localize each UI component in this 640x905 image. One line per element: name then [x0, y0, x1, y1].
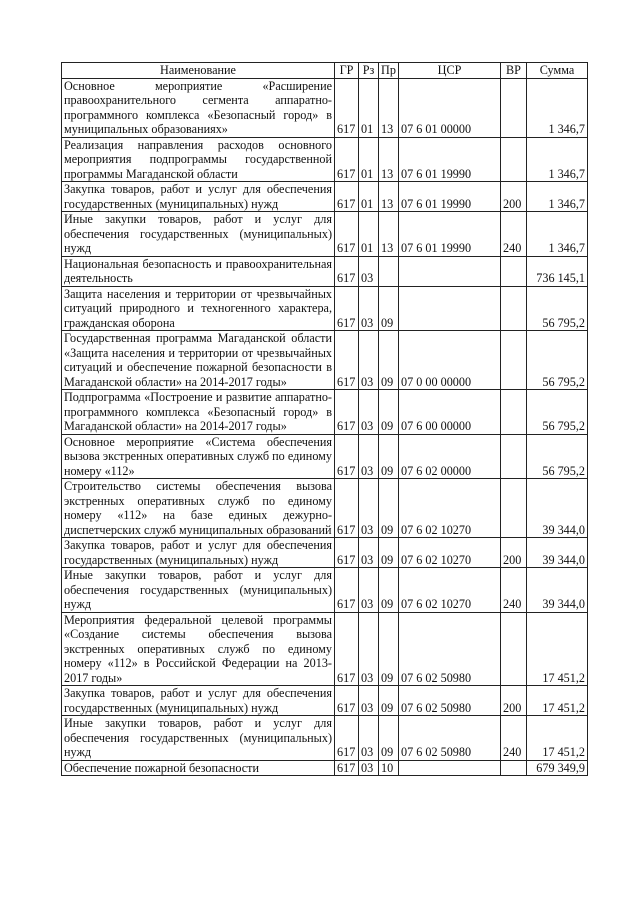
cell-name: Иные закупки товаров, работ и услуг для обеспечения государственных (муниципальных) нужд	[62, 716, 335, 761]
cell-name: Закупка товаров, работ и услуг для обеспечения государственных (муниципальных) нужд	[62, 538, 335, 568]
cell-vr: 240	[501, 716, 527, 761]
cell-rz: 01	[359, 137, 379, 182]
cell-pr: 09	[379, 331, 399, 390]
cell-gr: 617	[335, 538, 359, 568]
cell-rz: 01	[359, 182, 379, 212]
header-vr: ВР	[501, 63, 527, 79]
cell-name: Основное мероприятие «Расширение правоохранительного сегмента аппаратно-программного комплекса «Безопасный город» в муниципальных образованиях»	[62, 78, 335, 137]
cell-rz: 03	[359, 331, 379, 390]
table-row	[62, 716, 588, 761]
cell-gr: 617	[335, 612, 359, 686]
cell-gr: 617	[335, 331, 359, 390]
cell-name: Национальная безопасность и правоохранительная деятельность	[62, 256, 335, 286]
cell-gr: 617	[335, 760, 359, 776]
cell-pr: 09	[379, 612, 399, 686]
cell-pr: 09	[379, 686, 399, 716]
cell-vr	[501, 286, 527, 331]
cell-vr	[501, 390, 527, 435]
cell-name: Иные закупки товаров, работ и услуг для обеспечения государственных (муниципальных) нужд	[62, 212, 335, 257]
cell-vr	[501, 760, 527, 776]
budget-table	[61, 62, 588, 776]
cell-vr	[501, 78, 527, 137]
cell-name: Мероприятия федеральной целевой программы «Создание системы обеспечения вызова экстренных оперативных служб по единому номеру «112» в Российской Федерации на 2013-2017 годы»	[62, 612, 335, 686]
cell-csr: 07 6 01 00000	[399, 78, 501, 137]
cell-vr: 200	[501, 686, 527, 716]
cell-vr	[501, 479, 527, 538]
table-row	[62, 78, 588, 137]
cell-gr: 617	[335, 212, 359, 257]
cell-rz: 03	[359, 390, 379, 435]
header-sum: Сумма	[527, 63, 588, 79]
cell-vr: 240	[501, 568, 527, 613]
cell-vr: 240	[501, 212, 527, 257]
cell-rz: 03	[359, 256, 379, 286]
cell-name: Реализация направления расходов основного мероприятия подпрограммы государственной программы Магаданской области	[62, 137, 335, 182]
table-row	[62, 686, 588, 716]
cell-sum: 17 451,2	[527, 716, 588, 761]
cell-csr: 07 6 02 10270	[399, 568, 501, 613]
cell-sum: 56 795,2	[527, 286, 588, 331]
cell-name: Иные закупки товаров, работ и услуг для обеспечения государственных (муниципальных) нужд	[62, 568, 335, 613]
cell-vr	[501, 612, 527, 686]
cell-rz: 03	[359, 434, 379, 479]
cell-name: Закупка товаров, работ и услуг для обеспечения государственных (муниципальных) нужд	[62, 182, 335, 212]
cell-name: Обеспечение пожарной безопасности	[62, 760, 335, 776]
cell-csr: 07 6 01 19990	[399, 182, 501, 212]
cell-pr: 13	[379, 137, 399, 182]
cell-csr: 07 6 02 10270	[399, 538, 501, 568]
header-rz: Рз	[359, 63, 379, 79]
cell-pr: 13	[379, 78, 399, 137]
table-row	[62, 212, 588, 257]
cell-vr	[501, 137, 527, 182]
cell-pr	[379, 256, 399, 286]
cell-vr	[501, 434, 527, 479]
cell-csr: 07 6 02 50980	[399, 612, 501, 686]
cell-rz: 01	[359, 78, 379, 137]
cell-name: Основное мероприятие «Система обеспечения вызова экстренных оперативных служб по единому номеру «112»	[62, 434, 335, 479]
budget-document	[61, 62, 587, 776]
cell-pr: 09	[379, 568, 399, 613]
table-row	[62, 286, 588, 331]
cell-sum: 1 346,7	[527, 212, 588, 257]
cell-pr: 09	[379, 538, 399, 568]
cell-pr: 09	[379, 716, 399, 761]
cell-gr: 617	[335, 390, 359, 435]
cell-gr: 617	[335, 568, 359, 613]
table-row	[62, 612, 588, 686]
cell-gr: 617	[335, 137, 359, 182]
cell-pr: 09	[379, 479, 399, 538]
cell-vr: 200	[501, 182, 527, 212]
cell-csr	[399, 760, 501, 776]
header-name: Наименование	[62, 63, 335, 79]
table-row	[62, 390, 588, 435]
cell-name: Защита населения и территории от чрезвычайных ситуаций природного и техногенного характера, гражданская оборона	[62, 286, 335, 331]
table-row	[62, 434, 588, 479]
cell-pr: 09	[379, 286, 399, 331]
cell-rz: 01	[359, 212, 379, 257]
header-gr: ГР	[335, 63, 359, 79]
table-row	[62, 137, 588, 182]
cell-rz: 03	[359, 716, 379, 761]
cell-csr: 07 6 01 19990	[399, 212, 501, 257]
cell-vr	[501, 256, 527, 286]
cell-name: Закупка товаров, работ и услуг для обеспечения государственных (муниципальных) нужд	[62, 686, 335, 716]
cell-gr: 617	[335, 716, 359, 761]
table-row	[62, 760, 588, 776]
cell-csr	[399, 286, 501, 331]
cell-sum: 17 451,2	[527, 686, 588, 716]
cell-csr: 07 6 01 19990	[399, 137, 501, 182]
cell-sum: 39 344,0	[527, 568, 588, 613]
cell-gr: 617	[335, 686, 359, 716]
cell-name: Государственная программа Магаданской области «Защита населения и территории от чрезвычайных ситуаций и обеспечение пожарной безопасности в Магаданской области» на 2014-2017 годы»	[62, 331, 335, 390]
table-row	[62, 538, 588, 568]
cell-csr: 07 6 02 50980	[399, 716, 501, 761]
table-header-row	[62, 63, 588, 79]
cell-rz: 03	[359, 286, 379, 331]
cell-vr	[501, 331, 527, 390]
cell-pr: 09	[379, 434, 399, 479]
cell-sum: 736 145,1	[527, 256, 588, 286]
cell-gr: 617	[335, 479, 359, 538]
cell-rz: 03	[359, 612, 379, 686]
cell-sum: 1 346,7	[527, 182, 588, 212]
cell-gr: 617	[335, 182, 359, 212]
cell-sum: 1 346,7	[527, 78, 588, 137]
cell-sum: 39 344,0	[527, 479, 588, 538]
cell-pr: 13	[379, 182, 399, 212]
table-row	[62, 568, 588, 613]
cell-csr: 07 6 02 00000	[399, 434, 501, 479]
table-row	[62, 256, 588, 286]
cell-rz: 03	[359, 479, 379, 538]
cell-sum: 56 795,2	[527, 434, 588, 479]
cell-rz: 03	[359, 686, 379, 716]
cell-gr: 617	[335, 78, 359, 137]
header-pr: Пр	[379, 63, 399, 79]
cell-gr: 617	[335, 256, 359, 286]
table-row	[62, 182, 588, 212]
cell-pr: 10	[379, 760, 399, 776]
cell-csr: 07 6 02 10270	[399, 479, 501, 538]
cell-gr: 617	[335, 434, 359, 479]
table-row	[62, 479, 588, 538]
cell-sum: 1 346,7	[527, 137, 588, 182]
cell-rz: 03	[359, 538, 379, 568]
cell-pr: 09	[379, 390, 399, 435]
cell-vr: 200	[501, 538, 527, 568]
cell-pr: 13	[379, 212, 399, 257]
header-csr: ЦСР	[399, 63, 501, 79]
cell-sum: 56 795,2	[527, 390, 588, 435]
table-row	[62, 331, 588, 390]
cell-sum: 17 451,2	[527, 612, 588, 686]
cell-csr: 07 0 00 00000	[399, 331, 501, 390]
cell-csr: 07 6 02 50980	[399, 686, 501, 716]
cell-gr: 617	[335, 286, 359, 331]
cell-sum: 56 795,2	[527, 331, 588, 390]
cell-sum: 39 344,0	[527, 538, 588, 568]
cell-rz: 03	[359, 760, 379, 776]
cell-csr: 07 6 00 00000	[399, 390, 501, 435]
cell-name: Строительство системы обеспечения вызова экстренных оперативных служб по единому номеру «112» на базе единых дежурно-диспетчерских служб муниципальных образований	[62, 479, 335, 538]
cell-name: Подпрограмма «Построение и развитие аппаратно-программного комплекса «Безопасный город» в Магаданской области» на 2014-2017 годы»	[62, 390, 335, 435]
cell-csr	[399, 256, 501, 286]
cell-sum: 679 349,9	[527, 760, 588, 776]
cell-rz: 03	[359, 568, 379, 613]
